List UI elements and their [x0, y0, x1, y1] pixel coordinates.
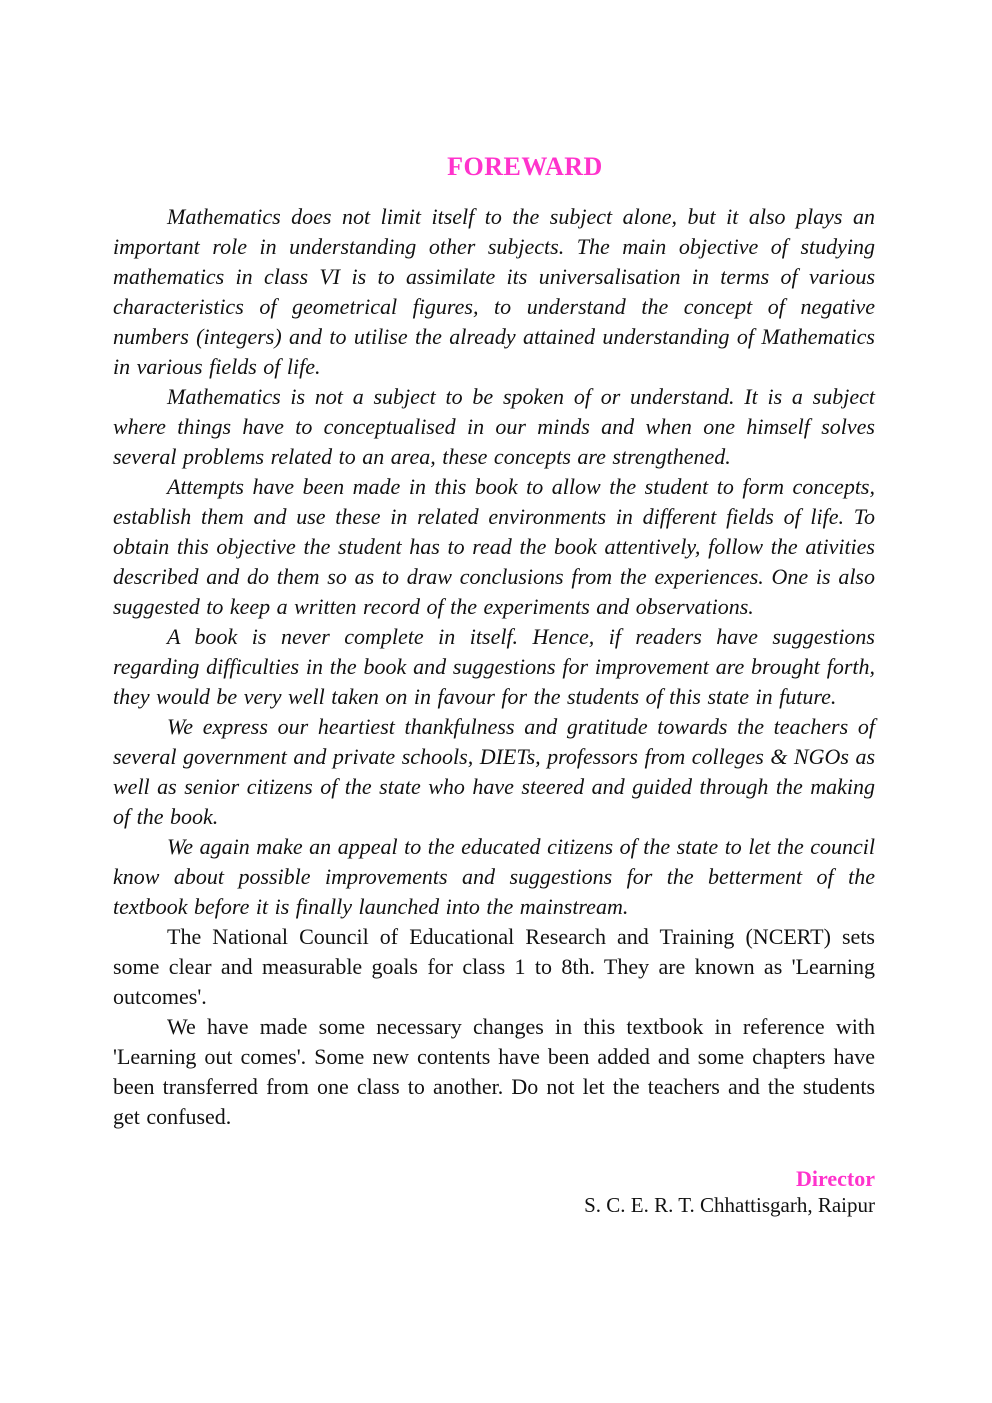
signature-block	[113, 1166, 875, 1219]
paragraph-2: Mathematics is not a subject to be spoken of or understand. It is a subject where things have to conceptualised in our minds and when one himself solves several problems related to an area, these concepts are strengthened.	[113, 384, 875, 469]
paragraph-7: The National Council of Educational Research and Training (NCERT) sets some clear and measurable goals for class 1 to 8th. They are known as 'Learning outcomes'.	[113, 924, 875, 1009]
paragraph-6: We again make an appeal to the educated citizens of the state to let the council know about possible improvements and suggestions for the betterment of the textbook before it is finally launched into the mainstream.	[113, 834, 875, 919]
signature-role: Director	[796, 1166, 875, 1191]
foreword-body	[113, 202, 875, 1132]
signature-organization: S. C. E. R. T. Chhattisgarh, Raipur	[584, 1193, 875, 1217]
paragraph-1: Mathematics does not limit itself to the subject alone, but it also plays an important role in understanding other subjects. The main objective of studying mathematics in class VI is to assimilate its universalisation in terms of various characteristics of geometrical figures, to understand the concept of negative numbers (integers) and to utilise the already attained understanding of Mathematics in various fields of life.	[113, 204, 875, 379]
paragraph-8: We have made some necessary changes in this textbook in reference with 'Learning out comes'. Some new contents have been added and some chapters have been transferred from one class to another. Do not let the teachers and the students get confused.	[113, 1014, 875, 1129]
paragraph-4: A book is never complete in itself. Hence, if readers have suggestions regarding difficulties in the book and suggestions for improvement are brought forth, they would be very well taken on in favour for the students of this state in future.	[113, 624, 875, 709]
page-title: FOREWARD	[447, 152, 603, 181]
paragraph-3: Attempts have been made in this book to allow the student to form concepts, establish them and use these in related environments in different fields of life. To obtain this objective the student has to read the book attentively, follow the ativities described and do them so as to draw conclusions from the experiences. One is also suggested to keep a written record of the experiments and observations.	[113, 474, 875, 619]
paragraph-5: We express our heartiest thankfulness and gratitude towards the teachers of several government and private schools, DIETs, professors from colleges & NGOs as well as senior citizens of the state who have steered and guided through the making of the book.	[113, 714, 876, 829]
